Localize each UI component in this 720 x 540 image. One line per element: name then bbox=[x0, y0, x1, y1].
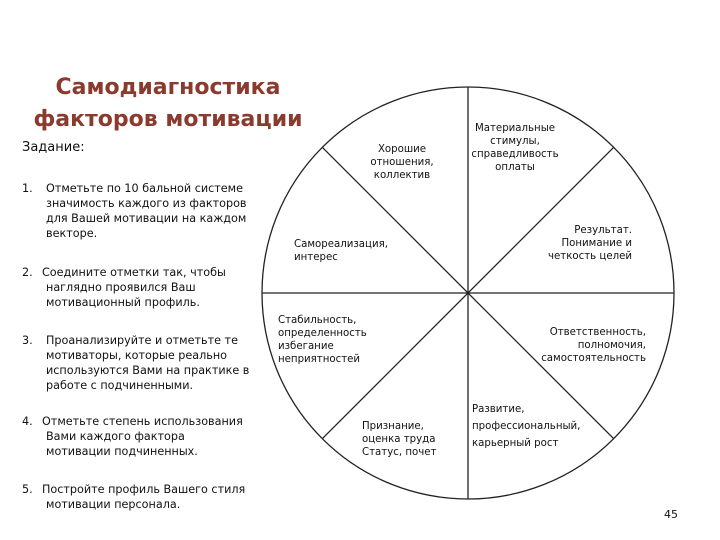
sector-label-material bbox=[470, 122, 560, 174]
step-line: Соедините отметки так, чтобы bbox=[42, 266, 226, 279]
step-number: 4. bbox=[22, 415, 33, 428]
sector-label-development bbox=[472, 401, 580, 452]
step-number: 1. bbox=[22, 182, 33, 195]
sector-label-line: коллектив bbox=[373, 170, 431, 181]
step-line: используются Вами на практике в bbox=[46, 364, 250, 377]
step-line: векторе. bbox=[46, 227, 98, 240]
title-line-1: Самодиагностика bbox=[55, 75, 281, 100]
step-number: 5. bbox=[22, 483, 33, 496]
sector-label-line: избегание bbox=[278, 341, 334, 352]
step-line: значимость каждого из факторов bbox=[46, 197, 247, 210]
step-number: 2. bbox=[22, 266, 33, 279]
sector-label-line: оплаты bbox=[495, 162, 535, 173]
sector-label-responsibility bbox=[528, 326, 646, 365]
step-line: Постройте профиль Вашего стиля bbox=[42, 483, 246, 496]
sector-label-line: справедливость bbox=[471, 149, 559, 160]
step-line: мотиваторы, которые реально bbox=[46, 349, 228, 362]
step-line: мотивации персонала. bbox=[46, 498, 181, 511]
sector-label-line: Стабильность, bbox=[278, 315, 357, 326]
sector-label-line: Результат. bbox=[574, 225, 632, 236]
sector-label-self-realization bbox=[294, 238, 388, 264]
sector-label-stability bbox=[278, 314, 367, 366]
sector-label-line: карьерный рост bbox=[472, 438, 559, 449]
step-line: Вами каждого фактора bbox=[46, 430, 185, 443]
sector-label-line: Хорошие bbox=[377, 144, 427, 155]
sector-label-result bbox=[540, 224, 632, 263]
sector-label-line: отношения, bbox=[370, 157, 434, 168]
step-number: 3. bbox=[22, 334, 33, 347]
step-line: Проанализируйте и отметьте те bbox=[46, 334, 238, 347]
sector-label-line: Ответственность, bbox=[549, 327, 646, 338]
sector-label-line: Понимание и bbox=[561, 238, 632, 249]
sector-label-line: оценка труда bbox=[362, 434, 436, 445]
sector-label-line: Развитие, bbox=[472, 404, 525, 415]
step-line: мотивации подчиненных. bbox=[46, 445, 198, 458]
step-line: работе с подчиненными. bbox=[46, 379, 194, 392]
step-line: мотивационный профиль. bbox=[46, 296, 200, 309]
sector-label-line: определенность bbox=[278, 328, 367, 339]
sector-label-line: самостоятельность bbox=[541, 353, 646, 364]
sector-label-line: профессиональный, bbox=[472, 421, 581, 432]
sector-label-line: стимулы, bbox=[490, 136, 540, 147]
step-line: наглядно проявился Ваш bbox=[46, 281, 196, 294]
sector-label-recognition bbox=[362, 420, 436, 459]
sector-label-line: неприятностей bbox=[278, 354, 361, 365]
step-line: Отметьте по 10 бальной системе bbox=[46, 182, 243, 195]
page-number: 45 bbox=[664, 508, 678, 521]
sector-label-line: Статус, почет bbox=[362, 447, 437, 458]
sector-label-line: Признание, bbox=[362, 421, 424, 432]
sector-label-line: Материальные bbox=[474, 123, 556, 134]
sector-label-relationships bbox=[362, 143, 442, 182]
step-line: для Вашей мотивации на каждом bbox=[46, 212, 247, 225]
sector-label-line: четкость целей bbox=[548, 251, 632, 262]
step-line: Отметьте степень использования bbox=[42, 415, 243, 428]
sector-label-line: интерес bbox=[294, 252, 338, 263]
sector-label-line: полномочия, bbox=[577, 340, 646, 351]
task-label: Задание: bbox=[22, 140, 85, 155]
title-line-2: факторов мотивации bbox=[33, 107, 303, 132]
sector-label-line: Самореализация, bbox=[294, 239, 388, 250]
